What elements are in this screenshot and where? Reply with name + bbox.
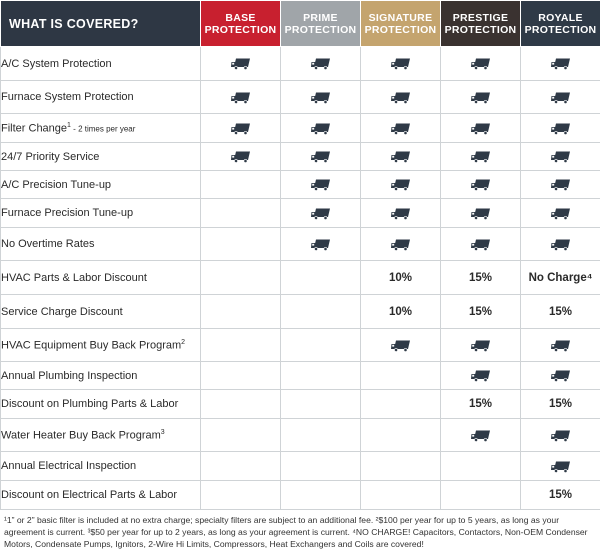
service-truck-icon [551,339,571,351]
feature-label [1,329,201,362]
plan-cell [441,261,521,295]
discount-value: 15% [548,489,573,501]
service-truck-icon [391,238,411,250]
feature-label [1,171,201,199]
discount-value: 10% [388,305,413,318]
table-row [1,452,600,481]
plan-cell [201,362,281,390]
plan-cell [521,419,600,452]
plan-cell [441,390,521,419]
plan-cell [281,81,361,114]
service-truck-icon [391,58,411,70]
service-truck-icon [471,91,491,103]
plan-cell [201,261,281,295]
plan-cell [361,114,441,143]
plan-cell [441,362,521,390]
discount-value: 15% [468,398,493,410]
service-truck-icon [231,151,251,163]
plan-cell [201,228,281,261]
plan-cell [201,81,281,114]
plan-cell [441,199,521,228]
feature-label [1,47,201,81]
plan-cell [361,419,441,452]
plan-cell [361,481,441,510]
service-truck-icon [471,151,491,163]
table-row [1,419,600,452]
plan-cell [441,329,521,362]
service-truck-icon [471,370,491,382]
plan-cell [441,47,521,81]
what-is-covered-heading: WHAT IS COVERED? [1,1,201,47]
plan-cell [361,81,441,114]
feature-name: Annual Plumbing Inspection [1,369,138,382]
feature-name: 24/7 Priority Service [1,150,100,163]
plan-cell [281,295,361,329]
feature-name: No Overtime Rates [1,238,95,250]
plan-cell [361,47,441,81]
service-truck-icon [471,339,491,351]
feature-name: Water Heater Buy Back Program [1,429,161,442]
service-truck-icon [391,339,411,351]
service-truck-icon [471,58,491,70]
service-truck-icon [311,58,331,70]
discount-value: 10% [388,271,413,284]
plan-cell [441,143,521,171]
feature-note: - 2 times per year [70,124,136,134]
table-row [1,143,600,171]
feature-name: Discount on Plumbing Parts & Labor [1,398,179,410]
plan-header-royale [521,1,600,47]
feature-name: Filter Change [1,122,68,135]
plan-cell [361,143,441,171]
table-row [1,228,600,261]
service-truck-icon [311,179,331,191]
plan-cell [361,261,441,295]
plan-cell [281,329,361,362]
feature-name: Discount on Electrical Parts & Labor [1,489,178,501]
plan-cell [281,481,361,510]
feature-label [1,362,201,390]
plan-name: ROYALE [538,11,583,24]
plan-cell [201,419,281,452]
plan-suffix: PROTECTION [284,23,357,36]
service-truck-icon [391,179,411,191]
plan-cell [441,228,521,261]
table-row [1,329,600,362]
service-truck-icon [471,238,491,250]
plan-cell [361,199,441,228]
feature-label [1,481,201,510]
service-truck-icon [471,207,491,219]
service-truck-icon [391,151,411,163]
feature-name: Annual Electrical Inspection [1,460,137,472]
feature-name: Service Charge Discount [1,305,123,318]
plan-cell [521,228,600,261]
plan-cell [361,228,441,261]
plan-cell [201,114,281,143]
plan-cell [201,47,281,81]
plan-cell [521,481,600,510]
plan-cell [521,171,600,199]
plan-header-signature [361,1,441,47]
plan-cell [281,199,361,228]
plan-cell [441,481,521,510]
plan-header-prime [281,1,361,47]
plan-cell [441,295,521,329]
plan-cell [441,171,521,199]
plan-name: PRIME [303,11,338,24]
plan-cell [521,390,600,419]
plan-cell [281,390,361,419]
plan-cell [201,329,281,362]
service-truck-icon [391,207,411,219]
service-truck-icon [551,429,571,441]
plan-suffix: PROTECTION [444,23,517,36]
plan-cell [361,329,441,362]
feature-label [1,261,201,295]
service-truck-icon [231,58,251,70]
plan-cell [281,47,361,81]
plan-cell [201,481,281,510]
feature-name: HVAC Equipment Buy Back Program [1,339,182,352]
plan-header-base [201,1,281,47]
service-truck-icon [391,122,411,134]
table-row [1,47,600,81]
plan-cell [521,329,600,362]
plan-cell [521,114,600,143]
plan-cell [201,295,281,329]
plan-cell [281,419,361,452]
table-row [1,362,600,390]
service-truck-icon [551,58,571,70]
coverage-rows [1,47,600,510]
plan-cell [201,452,281,481]
service-truck-icon [551,122,571,134]
table-row [1,114,600,143]
feature-label [1,419,201,452]
service-truck-icon [551,207,571,219]
table-row [1,171,600,199]
plan-cell [281,362,361,390]
plan-name: PRESTIGE [452,11,509,24]
table-row [1,295,600,329]
plan-cell [281,114,361,143]
service-truck-icon [471,122,491,134]
plan-cell [441,81,521,114]
plan-cell [521,362,600,390]
table-row [1,481,600,510]
plan-cell [441,419,521,452]
feature-label [1,295,201,329]
table-row [1,261,600,295]
plan-cell [281,261,361,295]
plan-cell [361,171,441,199]
discount-value: 15% [548,398,573,410]
service-truck-icon [311,151,331,163]
feature-name: HVAC Parts & Labor Discount [1,271,147,284]
feature-name: Furnace Precision Tune-up [1,207,134,219]
feature-name: Furnace System Protection [1,91,134,103]
plan-cell [281,171,361,199]
table-row [1,81,600,114]
plan-cell [201,171,281,199]
footnote-ref: 3 [160,428,165,436]
discount-value: 15% [548,305,573,318]
feature-name: A/C System Protection [1,57,112,70]
service-truck-icon [551,91,571,103]
feature-label [1,199,201,228]
feature-label [1,143,201,171]
plan-cell [281,452,361,481]
plan-header-prestige [441,1,521,47]
feature-label [1,228,201,261]
plan-cell [281,143,361,171]
plan-cell [521,295,600,329]
service-truck-icon [311,122,331,134]
service-truck-icon [231,91,251,103]
discount-value: No Charge⁴ [528,271,593,284]
service-truck-icon [471,429,491,441]
discount-value: 15% [468,305,493,318]
plan-cell [361,362,441,390]
service-truck-icon [231,122,251,134]
feature-label [1,81,201,114]
plan-cell [521,261,600,295]
plan-suffix: PROTECTION [204,23,277,36]
table-row [1,390,600,419]
plan-cell [521,143,600,171]
service-truck-icon [391,91,411,103]
plan-cell [361,452,441,481]
plan-cell [361,295,441,329]
feature-name: A/C Precision Tune-up [1,178,112,191]
plan-cell [521,81,600,114]
plan-cell [281,228,361,261]
plan-cell [201,390,281,419]
plan-cell [521,199,600,228]
plan-cell [521,452,600,481]
footnote-ref: 1 [67,121,71,129]
plan-name: BASE [225,11,256,24]
service-truck-icon [471,179,491,191]
plan-cell [201,143,281,171]
plan-suffix: PROTECTION [524,23,597,36]
plan-cell [441,114,521,143]
footnote: ¹1” or 2” basic filter is included at no extra charge; specialty filters are subject to an additional fee. ²$100 per year for up to 5 years, as long as your agreement is current. ³$50 per year for up to 2 years, as long as your agreement is current. ⁴NO CHARGE! Capacitors, Contactors, Non-OEM Condenser Motors, Condensate Pumps, Ignitors, 2-Wire Hi Limits, Compressors, Heat Exchangers and Coils are covered! [4,515,588,549]
plan-cell [201,199,281,228]
service-truck-icon [551,460,571,472]
plan-cell [521,47,600,81]
plan-suffix: PROTECTION [364,23,437,36]
service-truck-icon [311,91,331,103]
table-row [1,199,600,228]
service-truck-icon [551,179,571,191]
plan-cell [361,390,441,419]
plan-cell [441,452,521,481]
plan-name: SIGNATURE [368,11,433,24]
feature-label [1,114,201,143]
footnote-ref: 2 [181,338,186,346]
service-truck-icon [551,238,571,250]
discount-value: 15% [468,271,493,284]
service-truck-icon [311,238,331,250]
header-row [1,1,600,47]
feature-label [1,390,201,419]
service-truck-icon [551,151,571,163]
service-truck-icon [551,370,571,382]
service-truck-icon [311,207,331,219]
feature-label [1,452,201,481]
